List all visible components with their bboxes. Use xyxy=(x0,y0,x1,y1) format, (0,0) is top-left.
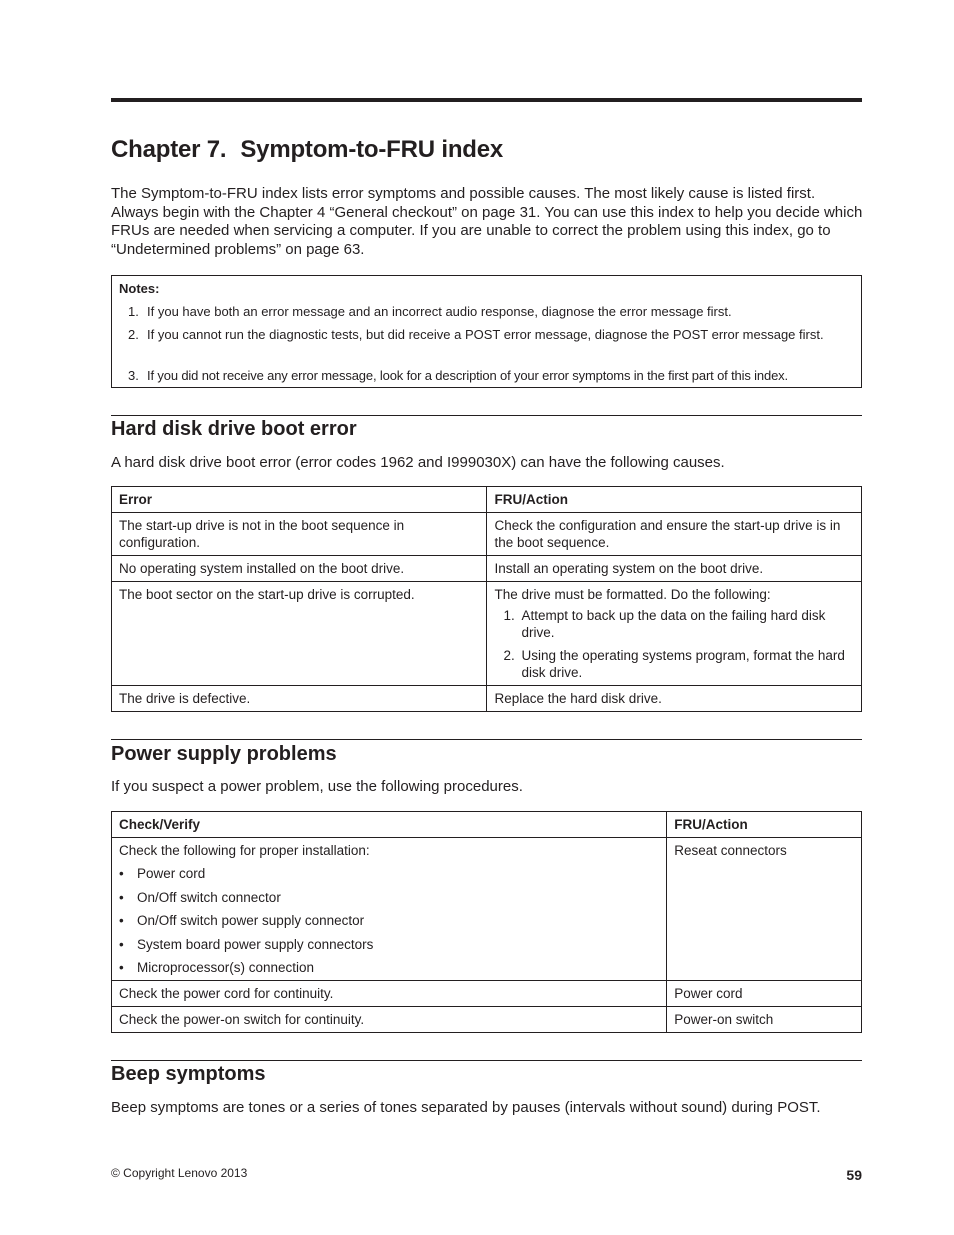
chapter-heading xyxy=(111,136,503,164)
step-text: Attempt to back up the data on the failing hard disk drive. xyxy=(521,608,826,640)
note-number: 1. xyxy=(128,304,139,319)
power-intro: If you suspect a power problem, use the following procedures. xyxy=(111,778,523,795)
step-item xyxy=(494,647,854,681)
bullet-icon: • xyxy=(119,913,124,928)
section-rule xyxy=(111,415,862,416)
action-cell: Check the configuration and ensure the start-up drive is in the boot sequence. xyxy=(487,513,862,556)
check-item-text: On/Off switch power supply connector xyxy=(137,913,365,928)
note-item xyxy=(128,327,853,344)
error-cell: The boot sector on the start-up drive is corrupted. xyxy=(112,582,487,686)
note-text: If you cannot run the diagnostic tests, but did receive a POST error message, diagnose the POST error message first. xyxy=(147,327,824,342)
action-text: The drive must be formatted. Do the following: xyxy=(494,587,771,602)
action-cell: Power-on switch xyxy=(667,1007,862,1033)
check-cell: Check the power-on switch for continuity. xyxy=(112,1007,667,1033)
hdd-intro: A hard disk drive boot error (error codes 1962 and I999030X) can have the following causes. xyxy=(111,454,725,471)
note-number: 3. xyxy=(128,368,139,383)
action-cell: Replace the hard disk drive. xyxy=(487,686,862,712)
note-text: If you did not receive any error message, look for a description of your error symptoms in the first part of this index. xyxy=(147,368,788,383)
copyright-footer: © Copyright Lenovo 2013 xyxy=(111,1166,248,1180)
chapter-number: Chapter 7. xyxy=(111,136,227,163)
error-cell: The start-up drive is not in the boot sequence in configuration. xyxy=(112,513,487,556)
section-rule xyxy=(111,1060,862,1061)
check-list xyxy=(119,865,659,976)
table-row xyxy=(112,1007,862,1033)
beep-intro: Beep symptoms are tones or a series of tones separated by pauses (intervals without sound) during POST. xyxy=(111,1099,821,1116)
notes-heading: Notes: xyxy=(119,281,160,296)
table-row xyxy=(112,981,862,1007)
table-header-row xyxy=(112,812,862,838)
check-cell xyxy=(112,838,667,981)
bullet-icon: • xyxy=(119,889,124,905)
chapter-title: Symptom-to-FRU index xyxy=(240,136,504,163)
check-cell: Check the power cord for continuity. xyxy=(112,981,667,1007)
check-list-item xyxy=(119,959,659,976)
bullet-icon: • xyxy=(119,960,124,975)
action-cell xyxy=(487,582,862,686)
table-row xyxy=(112,686,862,712)
step-number: 2. xyxy=(503,648,515,663)
chapter-top-rule xyxy=(111,98,862,102)
check-item-text: System board power supply connectors xyxy=(137,936,374,952)
check-list-item xyxy=(119,912,659,929)
check-list-item xyxy=(119,889,659,906)
chapter-intro: The Symptom-to-FRU index lists error symptoms and possible causes. The most likely cause is listed first. Always begin with the Chapter 4 “General checkout” on page 31. You can use this index to help you decide which FRUs are needed when servicing a computer. If you are unable to correct the problem using this index, go to “Undetermined problems” on page 63. xyxy=(111,185,863,258)
table-header-row xyxy=(112,487,862,513)
hdd-section-heading: Hard disk drive boot error xyxy=(111,418,357,440)
bullet-icon: • xyxy=(119,866,124,881)
action-cell: Reseat connectors xyxy=(667,838,862,981)
power-table xyxy=(111,811,862,1033)
notes-box xyxy=(111,275,862,388)
step-text: Using the operating systems program, format the hard disk drive. xyxy=(521,648,845,680)
beep-section-heading: Beep symptoms xyxy=(111,1063,266,1085)
bullet-icon: • xyxy=(119,936,124,952)
table-row xyxy=(112,556,862,582)
col-header-action: FRU/Action xyxy=(487,487,862,513)
step-item xyxy=(494,607,854,641)
note-text: If you have both an error message and an incorrect audio response, diagnose the error message first. xyxy=(147,304,732,319)
col-header-check: Check/Verify xyxy=(112,812,667,838)
check-list-item xyxy=(119,936,659,953)
section-rule xyxy=(111,739,862,740)
action-cell: Power cord xyxy=(667,981,862,1007)
check-item-text: On/Off switch connector xyxy=(137,889,281,905)
power-section-heading: Power supply problems xyxy=(111,743,337,765)
check-item-text: Power cord xyxy=(137,866,206,881)
table-row xyxy=(112,513,862,556)
check-item-text: Microprocessor(s) connection xyxy=(137,960,315,975)
action-cell: Install an operating system on the boot drive. xyxy=(487,556,862,582)
note-number: 2. xyxy=(128,327,139,342)
table-row xyxy=(112,838,862,981)
page-number: 59 xyxy=(846,1167,862,1183)
check-list-item xyxy=(119,865,659,882)
hdd-table xyxy=(111,486,862,712)
note-item xyxy=(128,304,853,321)
note-item xyxy=(128,368,853,385)
table-row xyxy=(112,582,862,686)
col-header-error: Error xyxy=(112,487,487,513)
steps-list xyxy=(494,607,854,681)
check-text: Check the following for proper installation: xyxy=(119,843,370,858)
error-cell: No operating system installed on the boot drive. xyxy=(112,556,487,582)
error-cell: The drive is defective. xyxy=(112,686,487,712)
step-number: 1. xyxy=(503,608,515,623)
col-header-action: FRU/Action xyxy=(667,812,862,838)
